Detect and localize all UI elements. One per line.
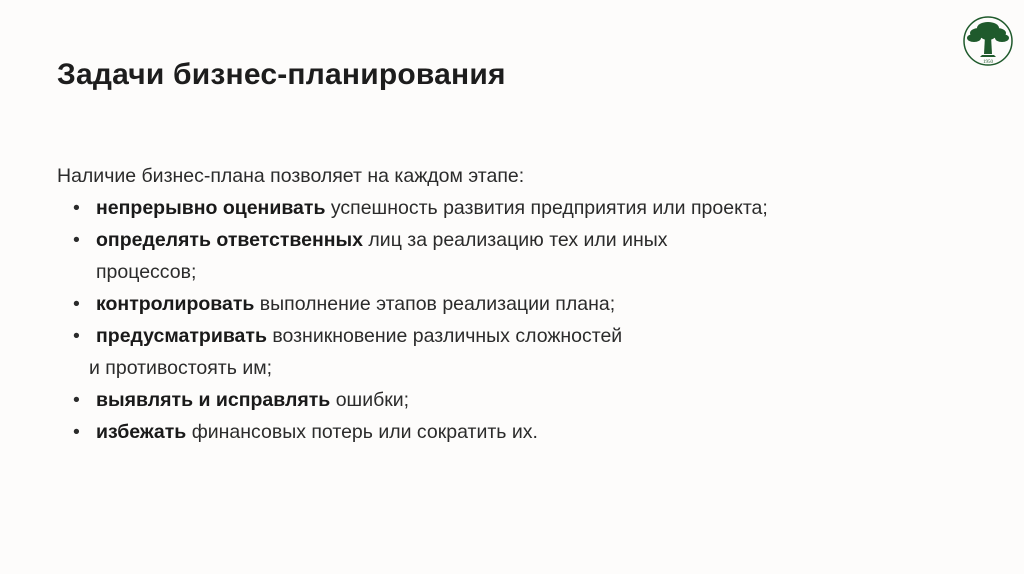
list-item	[57, 320, 937, 384]
item-continuation: и противостоять им;	[89, 357, 273, 379]
item-text: успешность развития предприятия или проекта;	[325, 197, 768, 219]
task-list	[57, 192, 937, 448]
item-continuation: процессов;	[96, 261, 197, 283]
item-bold: избежать	[96, 421, 187, 443]
bullet: •	[73, 325, 80, 347]
slide-title: Задачи бизнес-планирования	[57, 58, 506, 91]
intro-text: Наличие бизнес-плана позволяет на каждом этапе:	[57, 165, 525, 187]
bullet: •	[73, 229, 80, 251]
list-item	[57, 288, 937, 320]
item-text: возникновение различных сложностей	[266, 325, 623, 347]
item-bold: контролировать	[96, 293, 255, 315]
oak-tree-logo-icon	[960, 14, 1016, 66]
list-item	[57, 384, 937, 416]
item-text: ошибки;	[330, 389, 410, 411]
item-bold: выявлять и исправлять	[96, 389, 331, 411]
logo-year: 1950	[983, 60, 993, 65]
bullet: •	[73, 293, 80, 315]
list-item	[57, 416, 937, 448]
item-bold: определять ответственных	[96, 229, 364, 251]
bullet: •	[73, 197, 80, 219]
item-bold: непрерывно оценивать	[96, 197, 326, 219]
bullet: •	[73, 421, 80, 443]
item-text: выполнение этапов реализации плана;	[254, 293, 616, 315]
list-item	[57, 192, 937, 224]
item-text: лиц за реализацию тех или иных	[363, 229, 668, 251]
item-text: финансовых потерь или сократить их.	[186, 421, 538, 443]
item-bold: предусматривать	[96, 325, 267, 347]
slide-body	[57, 160, 937, 448]
list-item	[57, 224, 937, 288]
bullet: •	[73, 389, 80, 411]
